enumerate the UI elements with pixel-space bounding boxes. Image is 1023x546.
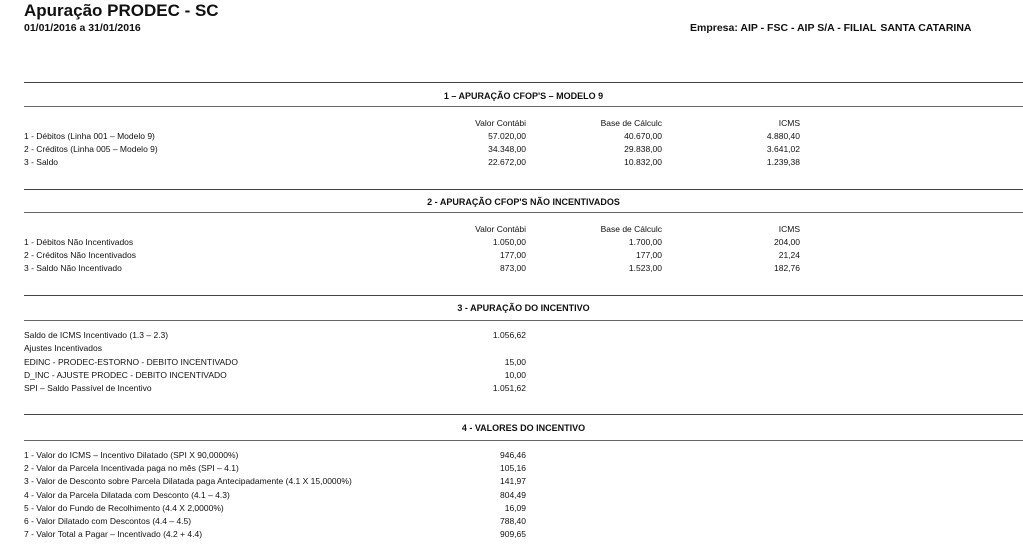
- s3-row-value: 15,00: [504, 357, 526, 367]
- s4-row-value: 804,49: [500, 490, 526, 500]
- col-header-base: Base de Cálculc: [600, 118, 662, 128]
- section3-title: 3 - APURAÇÃO DO INCENTIVO: [457, 303, 590, 313]
- s4-row-value: 105,16: [500, 463, 526, 473]
- section1-top-divider: [24, 82, 1023, 83]
- s4-row-value: 788,40: [500, 516, 526, 526]
- s1-row-valor: 57.020,00: [488, 131, 526, 141]
- s3-row-value: 1.051,62: [492, 383, 526, 393]
- s1-row-base: 40.670,00: [624, 131, 662, 141]
- section4-top-divider: [24, 414, 1023, 415]
- s2-row-label: 2 - Créditos Não Incentivados: [24, 250, 136, 260]
- s4-row-label: 1 - Valor do ICMS – Incentivo Dilatado (SPI X 90,0000%): [24, 450, 239, 460]
- s4-row-label: 4 - Valor da Parcela Dilatada com Desconto (4.1 – 4.3): [24, 490, 230, 500]
- company-name: Empresa: AIP - FSC - AIP S/A - FILIAL: [690, 22, 877, 34]
- s3-row-label: Ajustes Incentivados: [24, 343, 102, 353]
- s3-row-label: D_INC - AJUSTE PRODEC - DEBITO INCENTIVADO: [24, 370, 227, 380]
- s4-row-label: 3 - Valor de Desconto sobre Parcela Dilatada paga Antecipadamente (4.1 X 15,0000%): [24, 476, 352, 486]
- report-title: Apuração PRODEC - SC: [24, 1, 219, 20]
- s3-row-label: Saldo de ICMS Incentivado (1.3 – 2.3): [24, 330, 169, 340]
- col-header-valor: Valor Contábi: [475, 118, 526, 128]
- section4-title-divider: [24, 440, 1023, 441]
- s4-row-label: 7 - Valor Total a Pagar – Incentivado (4.2 + 4.4): [24, 529, 203, 539]
- s1-row-label: 1 - Débitos (Linha 001 – Modelo 9): [24, 131, 155, 141]
- s2-row-valor: 873,00: [500, 263, 526, 273]
- s4-row-value: 16,09: [504, 503, 526, 513]
- company-info: [690, 22, 972, 34]
- s1-row-valor: 34.348,00: [488, 144, 526, 154]
- s2-row-icms: 204,00: [774, 237, 800, 247]
- col-header-icms: ICMS: [778, 224, 800, 234]
- s2-row-icms: 182,76: [774, 263, 800, 273]
- s1-row-base: 10.832,00: [624, 157, 662, 167]
- s2-row-valor: 1.050,00: [492, 237, 526, 247]
- s4-row-value: 946,46: [500, 450, 526, 460]
- s2-row-base: 1.523,00: [628, 263, 662, 273]
- s1-row-icms: 1.239,38: [766, 157, 800, 167]
- s1-row-base: 29.838,00: [624, 144, 662, 154]
- s1-row-icms: 3.641,02: [766, 144, 800, 154]
- section2-title-divider: [24, 212, 1023, 213]
- section2-top-divider: [24, 189, 1023, 190]
- s2-row-base: 177,00: [636, 250, 662, 260]
- company-location: SANTA CATARINA: [880, 22, 972, 34]
- s2-row-label: 1 - Débitos Não Incentivados: [24, 237, 134, 247]
- section1-title-divider: [24, 106, 1023, 107]
- col-header-base: Base de Cálculc: [600, 224, 662, 234]
- section2-title: 2 - APURAÇÃO CFOP'S NÃO INCENTIVADOS: [427, 197, 620, 207]
- section3-top-divider: [24, 295, 1023, 296]
- s3-row-label: SPI – Saldo Passível de Incentivo: [24, 383, 152, 393]
- s4-row-label: 6 - Valor Dilatado com Descontos (4.4 – 4.5): [24, 516, 192, 526]
- col-header-icms: ICMS: [778, 118, 800, 128]
- section3-title-divider: [24, 320, 1023, 321]
- s2-row-icms: 21,24: [778, 250, 800, 260]
- s4-row-label: 5 - Valor do Fundo de Recolhimento (4.4 X 2,0000%): [24, 503, 224, 513]
- s3-row-value: 1.056,62: [492, 330, 526, 340]
- col-header-valor: Valor Contábi: [475, 224, 526, 234]
- s4-row-label: 2 - Valor da Parcela Incentivada paga no mês (SPI – 4.1): [24, 463, 239, 473]
- s1-row-label: 2 - Créditos (Linha 005 – Modelo 9): [24, 144, 158, 154]
- section1-title: 1 – APURAÇÃO CFOP'S – MODELO 9: [443, 91, 604, 101]
- s2-row-base: 1.700,00: [628, 237, 662, 247]
- report-period: 01/01/2016 a 31/01/2016: [24, 22, 141, 34]
- s1-row-valor: 22.672,00: [488, 157, 526, 167]
- section4-title: 4 - VALORES DO INCENTIVO: [461, 423, 586, 433]
- s4-row-value: 141,97: [500, 476, 526, 486]
- s2-row-valor: 177,00: [500, 250, 526, 260]
- s3-row-label: EDINC - PRODEC-ESTORNO - DEBITO INCENTIVADO: [24, 357, 238, 367]
- s4-row-value: 909,65: [500, 529, 526, 539]
- s1-row-label: 3 - Saldo: [24, 157, 59, 167]
- s3-row-value: 10,00: [504, 370, 526, 380]
- s2-row-label: 3 - Saldo Não Incentivado: [24, 263, 122, 273]
- s1-row-icms: 4.880,40: [766, 131, 800, 141]
